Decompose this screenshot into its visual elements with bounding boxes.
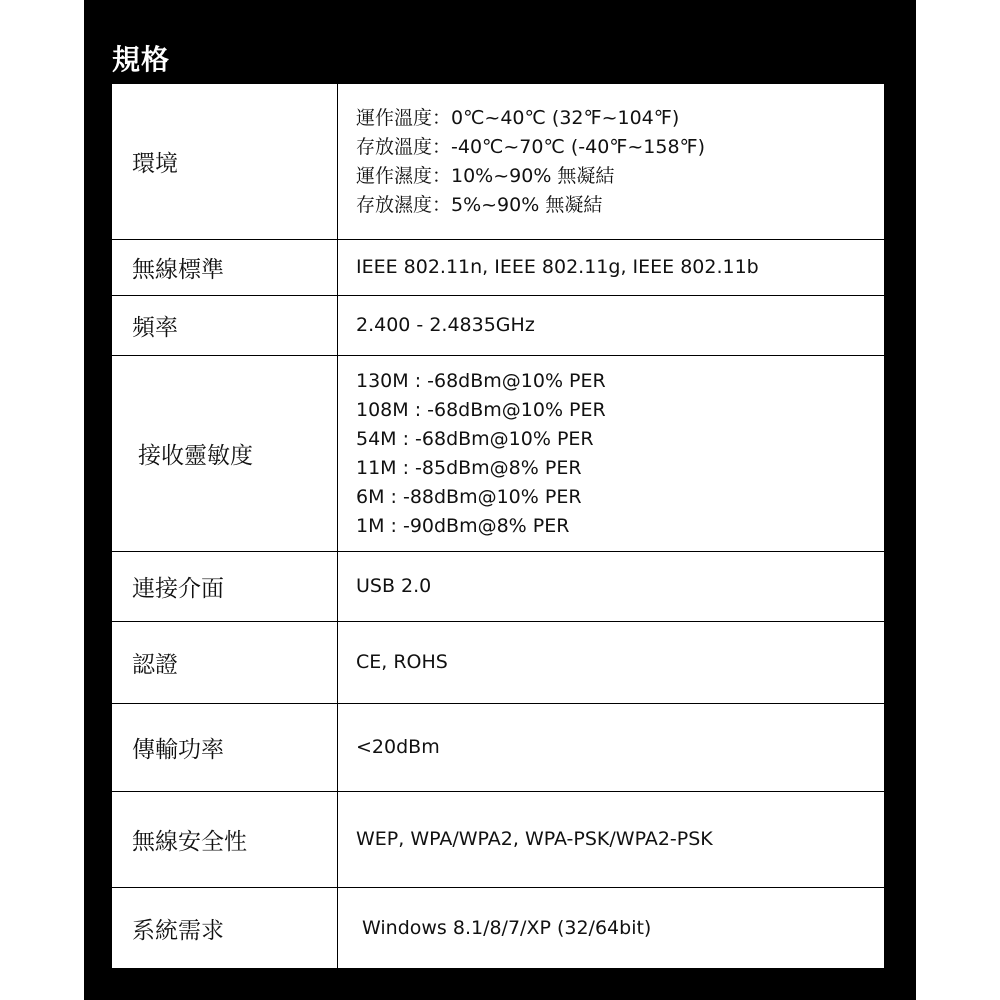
row-label: 系統需求 <box>112 888 338 968</box>
table-row-certification <box>112 622 884 704</box>
value-line: Windows 8.1/8/7/XP (32/64bit) <box>362 916 652 939</box>
row-label: 接收靈敏度 <box>112 356 338 551</box>
spec-table <box>112 84 884 968</box>
value-line: 54M : -68dBm@10% PER <box>356 427 594 450</box>
row-label: 頻率 <box>112 296 338 355</box>
table-row-frequency <box>112 296 884 356</box>
value-line: IEEE 802.11n, IEEE 802.11g, IEEE 802.11b <box>356 256 759 278</box>
value-line: 6M : -88dBm@10% PER <box>356 485 582 508</box>
value-line: WEP, WPA/WPA2, WPA-PSK/WPA2-PSK <box>356 828 713 850</box>
table-row-environment <box>112 84 884 240</box>
value-line: 存放溫度：-40℃~70℃ (-40℉~158℉) <box>356 135 706 158</box>
row-value <box>338 84 884 239</box>
table-row-wireless-security <box>112 792 884 888</box>
row-label: 連接介面 <box>112 552 338 621</box>
value-line: 2.400 - 2.4835GHz <box>356 314 535 336</box>
table-row-interface <box>112 552 884 622</box>
row-label: 無線安全性 <box>112 792 338 887</box>
row-value <box>338 552 884 621</box>
page-title: 規格 <box>112 43 171 76</box>
row-value <box>338 622 884 703</box>
value-line: 1M : -90dBm@8% PER <box>356 514 570 537</box>
row-label: 無線標準 <box>112 240 338 295</box>
value-line: 11M : -85dBm@8% PER <box>356 456 582 479</box>
row-value <box>338 296 884 355</box>
row-value <box>338 888 884 968</box>
value-line: 130M : -68dBm@10% PER <box>356 369 606 392</box>
row-label: 傳輸功率 <box>112 704 338 791</box>
row-value <box>338 356 884 551</box>
table-row-system-requirements <box>112 888 884 968</box>
value-line: 運作濕度：10%~90% 無凝結 <box>356 164 615 187</box>
value-line: 存放濕度：5%~90% 無凝結 <box>356 193 603 216</box>
row-value <box>338 792 884 887</box>
row-value <box>338 704 884 791</box>
table-row-transmit-power <box>112 704 884 792</box>
value-line: 運作溫度：0℃~40℃ (32℉~104℉) <box>356 106 680 129</box>
value-line: CE, ROHS <box>356 651 448 673</box>
row-label: 認證 <box>112 622 338 703</box>
row-label: 環境 <box>112 84 338 239</box>
table-row-wireless-standard <box>112 240 884 296</box>
value-line: USB 2.0 <box>356 575 432 597</box>
table-row-sensitivity <box>112 356 884 552</box>
row-value <box>338 240 884 295</box>
value-line: 108M : -68dBm@10% PER <box>356 398 606 421</box>
value-line: <20dBm <box>356 736 440 758</box>
